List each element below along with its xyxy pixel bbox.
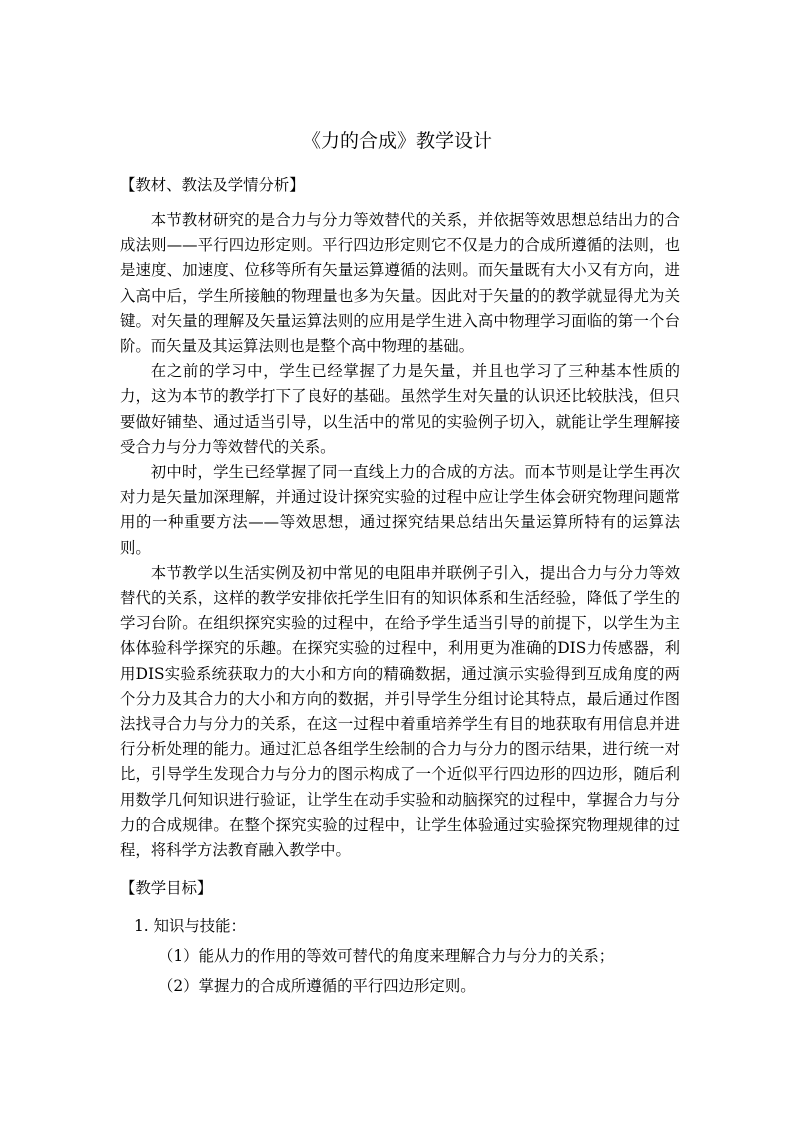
paragraph-1: 本节教材研究的是合力与分力等效替代的关系，并依据等效思想总结出力的合成法则——平行四边形定则。平行四边形定则它不仅是力的合成所遵循的法则，也是速度、加速度、位移等所有矢量运算遵循的法则。而矢量既有大小又有方向，进入高中后，学生所接触的物理量也多为矢量。因此对于矢量的的教学就显得尤为关键。对矢量的理解及矢量运算法则的应用是学生进入高中物理学习面临的第一个台阶。而矢量及其运算法则也是整个高中物理的基础。 — [120, 211, 680, 356]
section-heading-analysis: 【教材、教法及学情分析】 — [120, 176, 305, 194]
document-title: 《力的合成》教学设计 — [301, 130, 492, 152]
document-body — [120, 172, 680, 1001]
paragraph-4: 本节教学以生活实例及初中常见的电阻串并联例子引入，提出合力与分力等效替代的关系，这样的教学安排依托学生旧有的知识体系和生活经验，降低了学生的学习台阶。在组织探究实验的过程中，在给予学生适当引导的前提下，以学生为主体体验科学探究的乐趣。在探究实验的过程中，利用更为准确的DIS力传感器，利用DIS实验系统获取力的大小和方向的精确数据，通过演示实验得到互成角度的两个分力及其合力的大小和方向的数据，并引导学生分组讨论其特点，最后通过作图法找寻合力与分力的关系，在这一过程中着重培养学生有目的地获取有用信息并进行分析处理的能力。通过汇总各组学生绘制的合力与分力的图示结果，进行统一对比，引导学生发现合力与分力的图示构成了一个近似平行四边形的四边形，随后利用数学几何知识进行验证，让学生在动手实验和动脑探究的过程中，掌握合力与分力的合成规律。在整个探究实验的过程中，让学生体验通过实验探究物理规律的过程，将科学方法教育融入教学中。 — [120, 563, 680, 860]
paragraph-2: 在之前的学习中，学生已经掌握了力是矢量，并且也学习了三种基本性质的力，这为本节的教学打下了良好的基础。虽然学生对矢量的认识还比较肤浅，但只要做好铺垫、通过适当引导，以生活中的常见的实验例子切入，就能让学生理解接受合力与分力等效替代的关系。 — [120, 362, 680, 456]
paragraph-3: 初中时，学生已经掌握了同一直线上力的合成的方法。而本节则是让学生再次对力是矢量加深理解，并通过设计探究实验的过程中应让学生体会研究物理问题常用的一种重要方法——等效思想，通过探究结果总结出矢量运算所特有的运算法则。 — [120, 463, 680, 557]
section-heading-goals: 【教学目标】 — [120, 879, 213, 898]
goal-sub-item-1: （1）能从力的作用的等效可替代的角度来理解合力与分力的关系； — [158, 947, 615, 966]
goal-item-knowledge: 1. 知识与技能： — [134, 917, 246, 936]
goal-sub-item-2: （2）掌握力的合成所遵循的平行四边形定则。 — [158, 977, 476, 996]
